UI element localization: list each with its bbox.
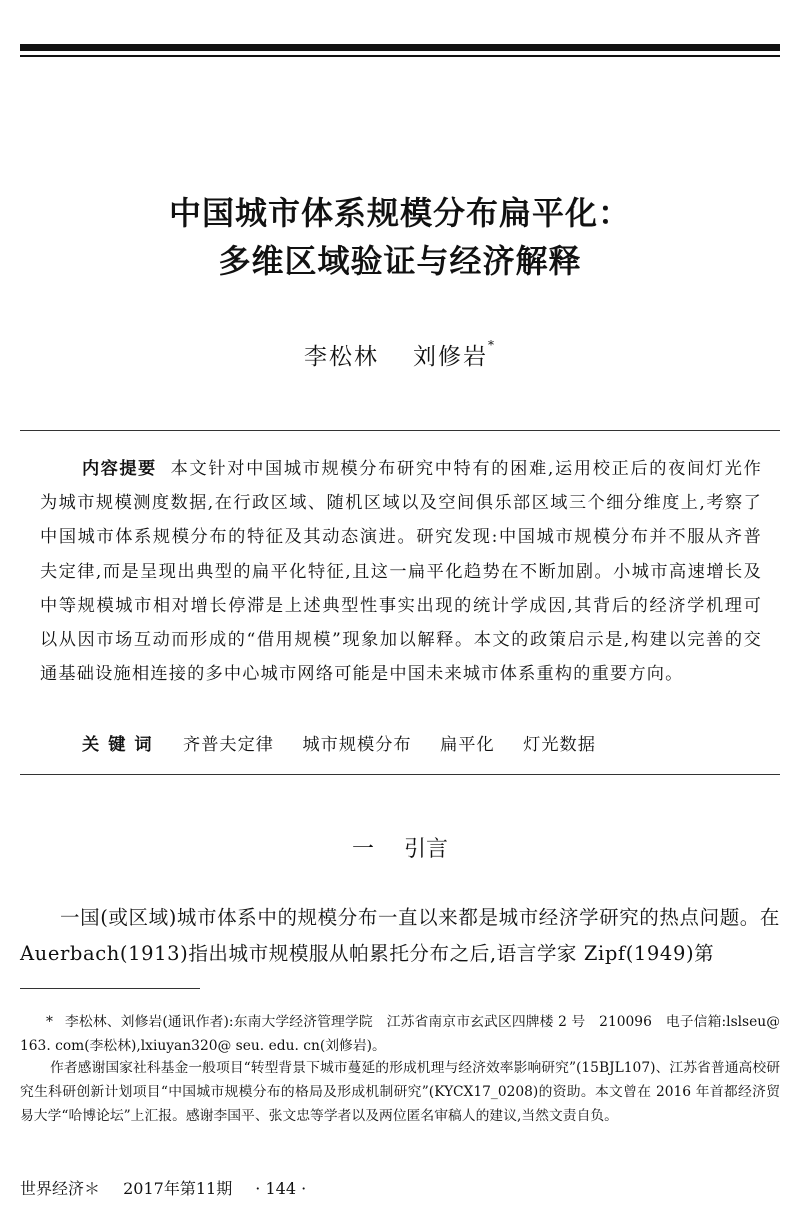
journal-issue: 2017年第11期 <box>123 1179 233 1198</box>
keywords-label: 关键词 <box>82 735 161 755</box>
page-footer <box>20 1176 324 1199</box>
header-rule-thick <box>20 44 780 51</box>
abstract-label: 内容提要 <box>82 459 157 479</box>
keywords <box>82 730 618 755</box>
page-number: · 144 · <box>255 1179 307 1198</box>
abstract-text: 本文针对中国城市规模分布研究中特有的困难,运用校正后的夜间灯光作为城市规模测度数据,在行政区域、随机区域以及空间俱乐部区域三个细分维度上,考察了中国城市体系规模分布的特征及其动态演进。研究发现:中国城市规模分布并不服从齐普夫定律,而是呈现出典型的扁平化特征,且这一扁平化趋势在不断加剧。小城市高速增长及中等规模城市相对增长停滞是上述典型性事实出现的统计学成因,其背后的经济学机理可以从因市场互动而形成的“借用规模”现象加以解释。本文的政策启示是,构建以完善的交通基础设施相连接的多中心城市网络可能是中国未来城市体系重构的重要方向。 <box>40 459 762 685</box>
author-line <box>0 338 800 371</box>
body-paragraph: 一国(或区域)城市体系中的规模分布一直以来都是城市经济学研究的热点问题。在 Auerbach(1913)指出城市规模服从帕累托分布之后,语言学家 Zipf(1949)第 <box>20 906 780 965</box>
section-number: 一 <box>351 837 374 862</box>
article-title-line1: 中国城市体系规模分布扁平化： <box>168 194 631 232</box>
abstract-top-rule <box>20 430 780 431</box>
author-1: 李松林 <box>304 344 379 370</box>
keyword-item: 扁平化 <box>440 735 495 755</box>
footnote-2: 作者感谢国家社科基金一般项目“转型背景下城市蔓延的形成机理与经济效率影响研究”(15BJL107)、江苏省普通高校研究生科研创新计划项目“中国城市规模分布的格局及形成机制研究”(KYCX17_0208)的资助。本文曾在 2016 年首都经济贸易大学“哈博论坛”上汇报。感谢李国平、张文忠等学者以及两位匿名审稿人的建议,当然文责自负。 <box>20 1060 780 1124</box>
author-footnote-mark: * <box>488 338 496 352</box>
keyword-item: 齐普夫定律 <box>183 735 274 755</box>
footnote-1-text: 李松林、刘修岩(通讯作者):东南大学经济管理学院 江苏省南京市玄武区四牌楼 2 号 210096 电子信箱:lslseu@ 163. com(李松林),lxiuyan320@ seu. edu. cn(刘修岩)。 <box>20 1014 780 1054</box>
journal-name: 世界经济＊ <box>20 1179 101 1198</box>
author-2: 刘修岩 <box>413 344 488 370</box>
footnote-rule <box>20 988 200 989</box>
footnote-1 <box>20 1010 780 1058</box>
article-title-line2: 多维区域验证与经济解释 <box>218 242 582 280</box>
abstract-bottom-rule <box>20 774 780 775</box>
section-heading <box>0 832 800 863</box>
keyword-item: 灯光数据 <box>523 735 596 755</box>
keyword-item: 城市规模分布 <box>302 735 412 755</box>
section-title: 引言 <box>404 837 449 862</box>
abstract <box>40 452 762 691</box>
header-rule-thin <box>20 55 780 57</box>
footnote-star: * <box>46 1014 53 1030</box>
